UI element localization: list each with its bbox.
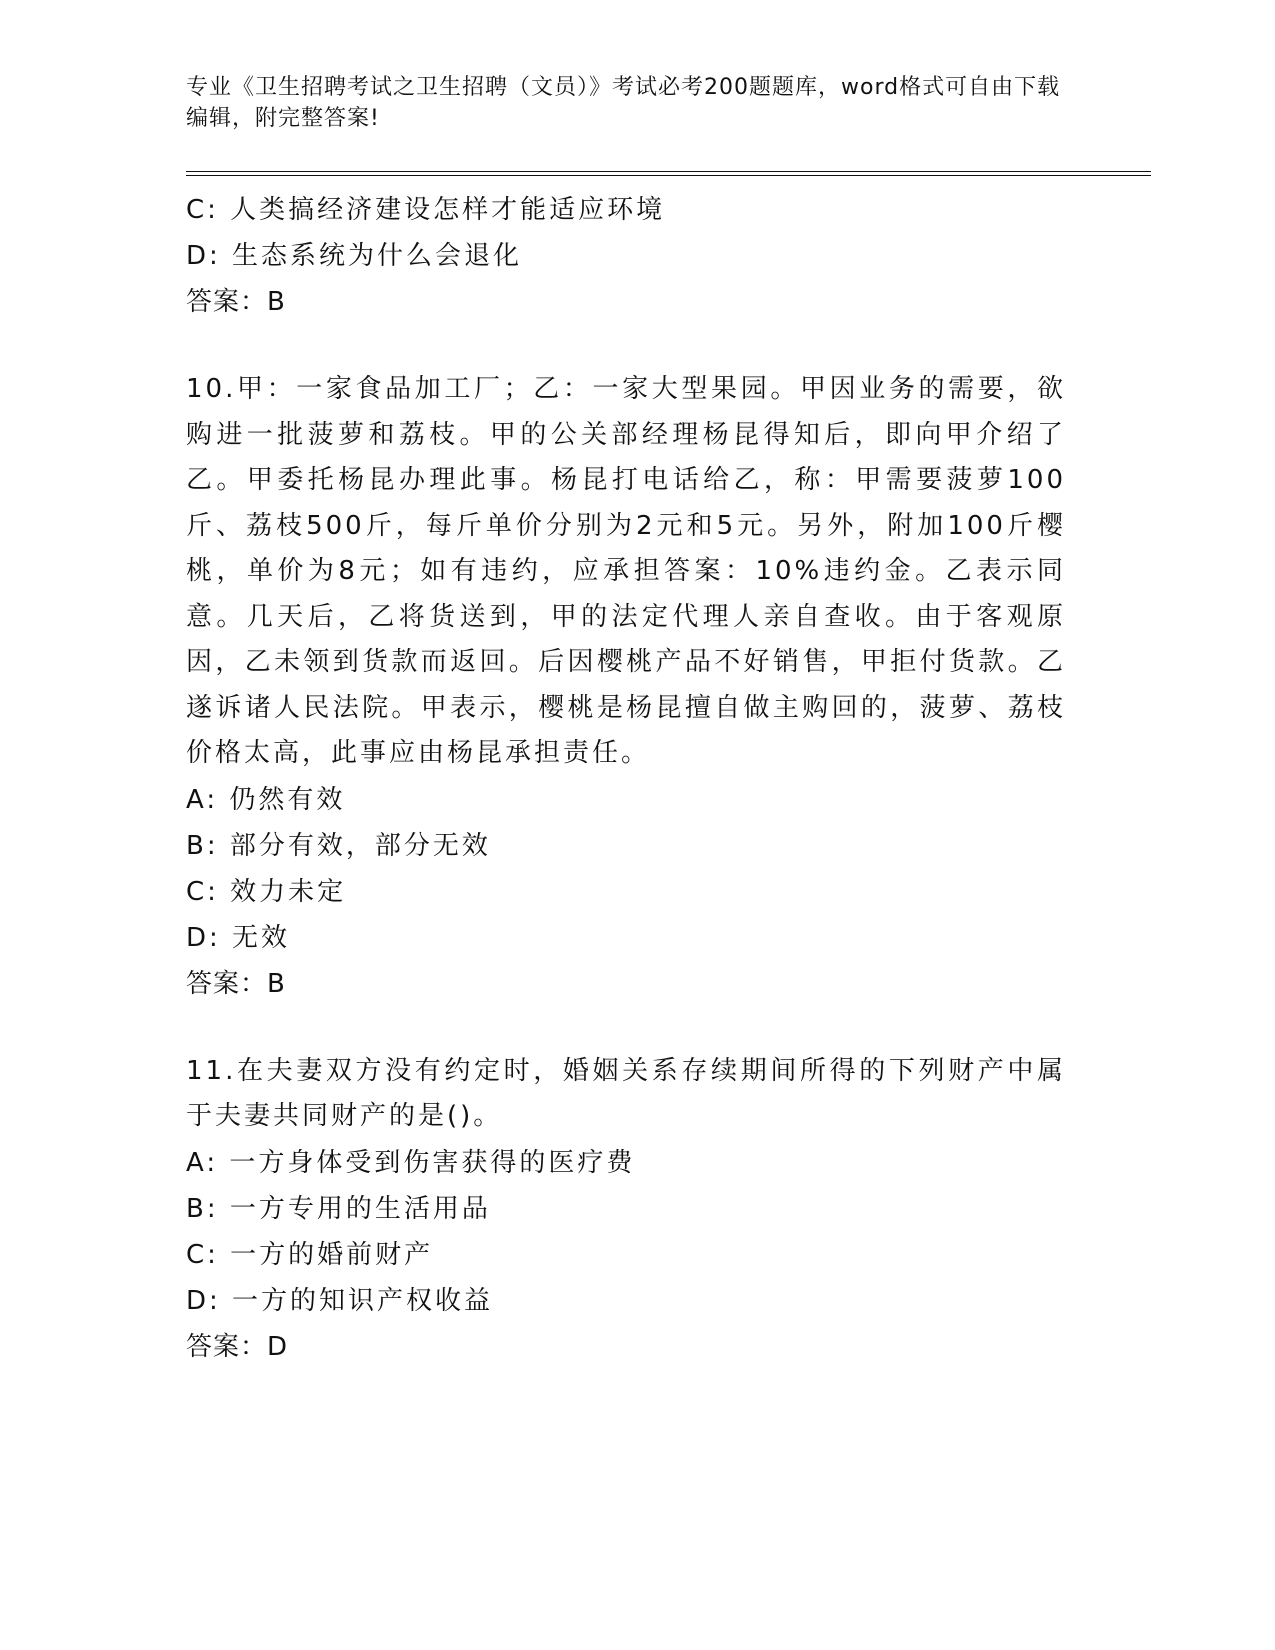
option-d: D: 生态系统为什么会退化 xyxy=(186,241,523,271)
option-d: D: 一方的知识产权收益 xyxy=(186,1285,494,1316)
question-text: 10.甲：一家食品加工厂；乙：一家大型果园。甲因业务的需要，欲购进一批菠萝和荔枝。甲的公关部经理杨昆得知后，即向甲介绍了乙。甲委托杨昆办理此事。杨昆打电话给乙，称：甲需要菠萝100斤、荔枝500斤，每斤单价分别为2元和5元。另外，附加100斤樱桃，单价为8元；如有违约，应承担答案：10%违约金。乙表示同意。几天后，乙将货送到，甲的法定代理人亲自查收。由于客观原因，乙未领到货款而返回。后因樱桃产品不好销售，甲拒付货款。乙遂诉诸人民法院。甲表示，樱桃是杨昆擅自做主购回的，菠萝、荔枝价格太高，此事应由杨昆承担责任。 xyxy=(186,374,1066,768)
question-11 xyxy=(186,1049,1066,1370)
option-a: A: 一方身体受到伤害获得的医疗费 xyxy=(186,1147,636,1178)
option-d: D: 无效 xyxy=(186,922,291,953)
question-text: 11.在夫妻双方没有约定时，婚姻关系存续期间所得的下列财产中属于夫妻共同财产的是()。 xyxy=(186,1055,1066,1131)
question-list xyxy=(186,187,1066,1370)
answer-label: 答案：B xyxy=(186,287,286,317)
header-divider-bottom xyxy=(186,175,1151,176)
option-c: C: 人类搞经济建设怎样才能适应环境 xyxy=(186,195,666,225)
option-b: B: 一方专用的生活用品 xyxy=(186,1193,491,1224)
document-header: 专业《卫生招聘考试之卫生招聘（文员）》考试必考200题题库，word格式可自由下载编辑，附完整答案! xyxy=(186,75,1061,131)
option-b: B: 部分有效，部分无效 xyxy=(186,830,491,861)
header-divider-top xyxy=(186,171,1151,172)
option-c: C: 一方的婚前财产 xyxy=(186,1239,434,1270)
option-a: A: 仍然有效 xyxy=(186,784,346,815)
option-c: C: 效力未定 xyxy=(186,876,347,907)
question-9-tail xyxy=(186,187,1066,325)
answer-label: 答案：B xyxy=(186,968,286,999)
question-10 xyxy=(186,367,1066,1007)
answer-label: 答案：D xyxy=(186,1331,289,1362)
